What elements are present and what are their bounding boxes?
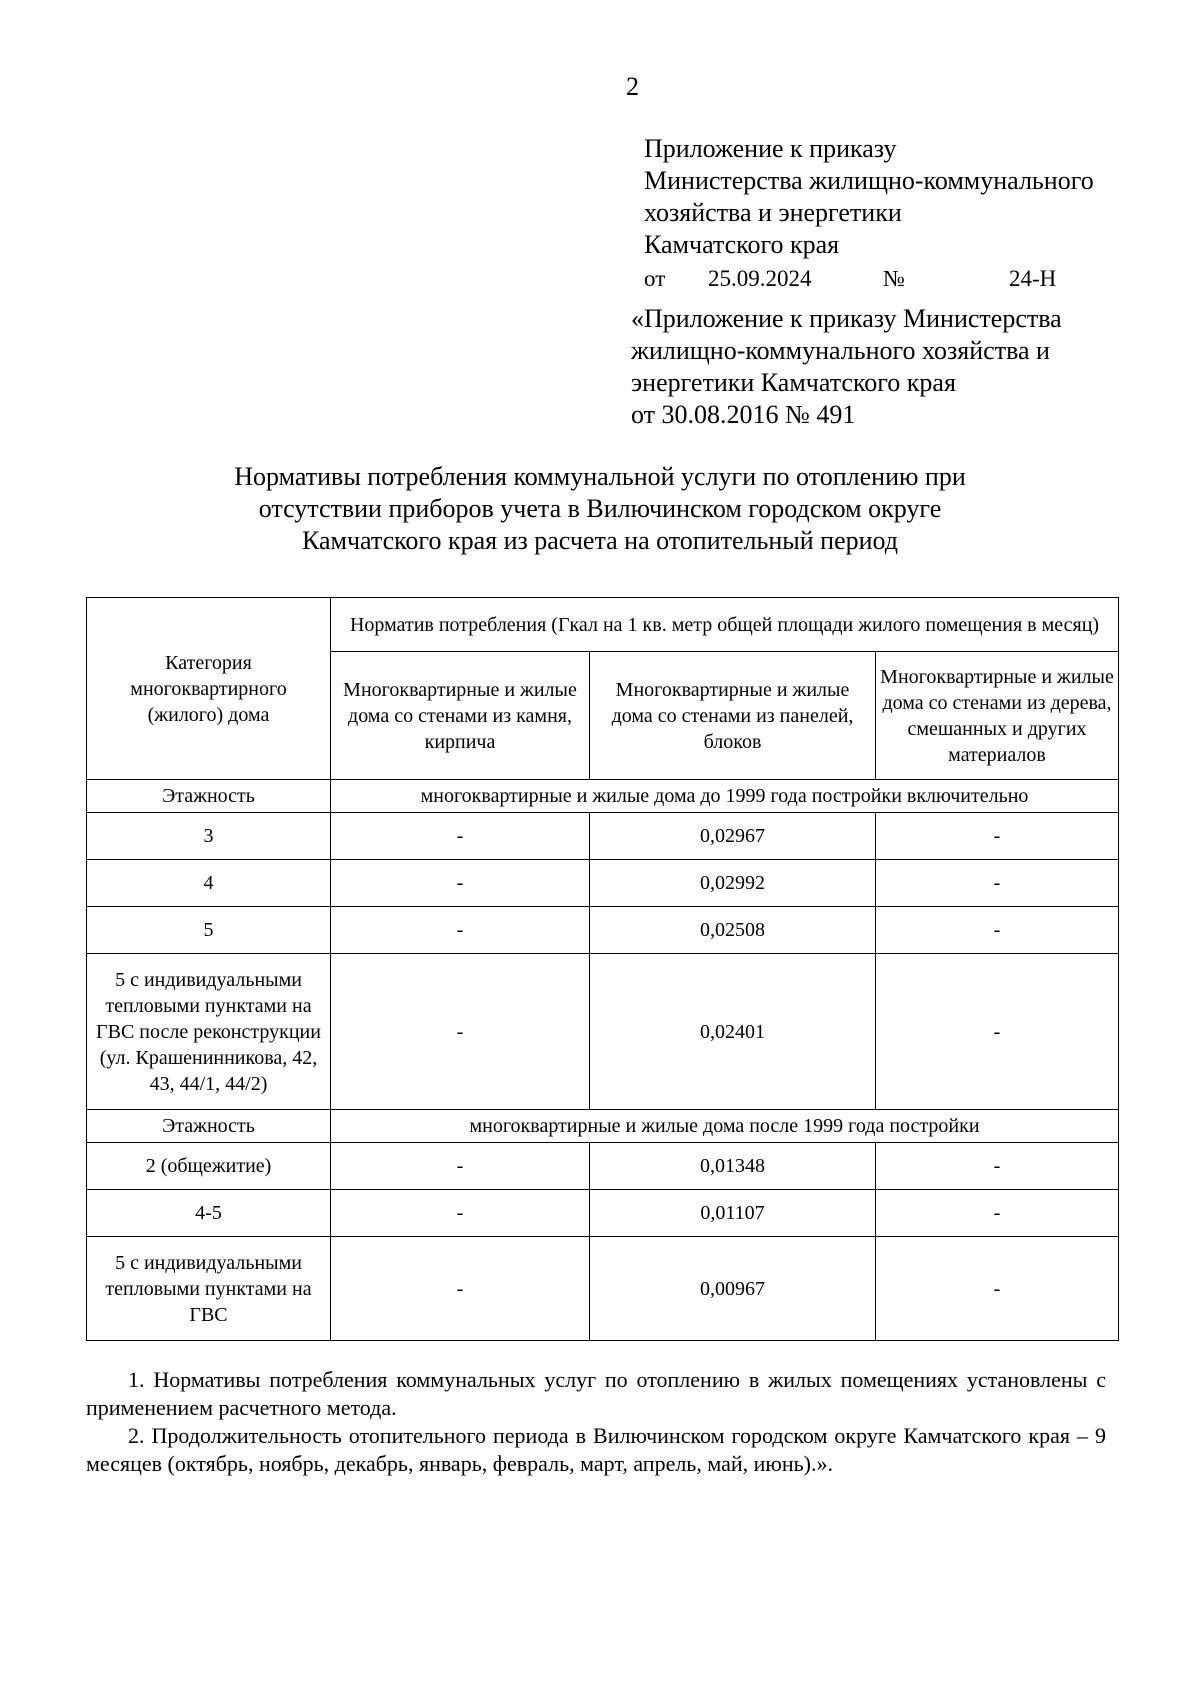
stone-value-cell: -: [331, 907, 590, 954]
column-header-panel: Многоквартирные и жилые дома со стенами из панелей, блоков: [590, 652, 876, 780]
panel-value-cell: 0,02967: [590, 813, 876, 860]
wood-value-cell: -: [876, 860, 1119, 907]
section-title: многоквартирные и жилые дома до 1999 года постройки включительно: [331, 780, 1119, 813]
table-row: [87, 1190, 1119, 1237]
category-cell: 3: [87, 813, 331, 860]
column-header-wood: Многоквартирные и жилые дома со стенами из дерева, смешанных и других материалов: [876, 652, 1119, 780]
consumption-norms-table: [86, 597, 1119, 1341]
section-row: [87, 1110, 1119, 1143]
wood-value-cell: -: [876, 1237, 1119, 1341]
order-number: 24-Н: [1009, 266, 1057, 291]
title-line: отсутствии приборов учета в Вилючинском городском округе: [258, 494, 942, 523]
stone-value-cell: -: [331, 813, 590, 860]
category-cell: 5 с индивидуальными тепловыми пунктами на ГВС после реконструкции (ул. Крашенинникова, 42, 43, 44/1, 44/2): [87, 954, 331, 1110]
appendix-line: хозяйства и энергетики: [644, 198, 902, 227]
panel-value-cell: 0,01107: [590, 1190, 876, 1237]
section-row: [87, 780, 1119, 813]
norm-header: Норматив потребления (Гкал на 1 кв. метр общей площади жилого помещения в месяц): [331, 598, 1119, 652]
wood-value-cell: -: [876, 1143, 1119, 1190]
wood-value-cell: -: [876, 1190, 1119, 1237]
category-cell: 2 (общежитие): [87, 1143, 331, 1190]
stone-value-cell: -: [331, 1190, 590, 1237]
floors-label: Этажность: [87, 1110, 331, 1143]
table-row: [87, 813, 1119, 860]
order-date: 25.09.2024: [708, 266, 812, 291]
table-row: [87, 1143, 1119, 1190]
previous-order-reference: [631, 303, 1062, 431]
appendix-line: Министерства жилищно-коммунального: [644, 166, 1094, 195]
previous-order-line: от 30.08.2016 № 491: [631, 400, 856, 429]
notes-section: [86, 1366, 1106, 1478]
panel-value-cell: 0,00967: [590, 1237, 876, 1341]
panel-value-cell: 0,02401: [590, 954, 876, 1110]
floors-label: Этажность: [87, 780, 331, 813]
note-paragraph: 2. Продолжительность отопительного периода в Вилючинском городском округе Камчатского края – 9 месяцев (октябрь, ноябрь, декабрь, январь, февраль, март, апрель, май, июнь).».: [86, 1423, 1106, 1476]
page-number: 2: [626, 72, 639, 101]
stone-value-cell: -: [331, 1143, 590, 1190]
stone-value-cell: -: [331, 1237, 590, 1341]
appendix-line: Приложение к приказу: [644, 134, 897, 163]
category-cell: 4: [87, 860, 331, 907]
wood-value-cell: -: [876, 907, 1119, 954]
panel-value-cell: 0,01348: [590, 1143, 876, 1190]
title-line: Нормативы потребления коммунальной услуги по отоплению при: [234, 462, 966, 491]
previous-order-line: «Приложение к приказу Министерства: [631, 304, 1062, 333]
column-header-stone: Многоквартирные и жилые дома со стенами из камня, кирпича: [331, 652, 590, 780]
wood-value-cell: -: [876, 954, 1119, 1110]
appendix-line: Камчатского края: [644, 230, 840, 259]
note-paragraph: 1. Нормативы потребления коммунальных услуг по отоплению в жилых помещениях установлены с применением расчетного метода.: [86, 1367, 1106, 1420]
panel-value-cell: 0,02992: [590, 860, 876, 907]
category-cell: 5 с индивидуальными тепловыми пунктами на ГВС: [87, 1237, 331, 1341]
appendix-header: [644, 133, 1094, 261]
table-row: [87, 907, 1119, 954]
previous-order-line: жилищно-коммунального хозяйства и: [631, 336, 1050, 365]
panel-value-cell: 0,02508: [590, 907, 876, 954]
wood-value-cell: -: [876, 813, 1119, 860]
number-sign: №: [883, 266, 905, 291]
stone-value-cell: -: [331, 860, 590, 907]
table-row: [87, 954, 1119, 1110]
category-header: Категория многоквартирного (жилого) дома: [87, 598, 331, 780]
document-title: [80, 461, 1120, 557]
stone-value-cell: -: [331, 954, 590, 1110]
previous-order-line: энергетики Камчатского края: [631, 368, 956, 397]
section-title: многоквартирные и жилые дома после 1999 года постройки: [331, 1110, 1119, 1143]
category-cell: 4-5: [87, 1190, 331, 1237]
table-row: [87, 860, 1119, 907]
category-cell: 5: [87, 907, 331, 954]
table-header-row: [87, 598, 1119, 652]
title-line: Камчатского края из расчета на отопительный период: [301, 526, 899, 555]
table-row: [87, 1237, 1119, 1341]
from-label: от: [644, 266, 666, 291]
